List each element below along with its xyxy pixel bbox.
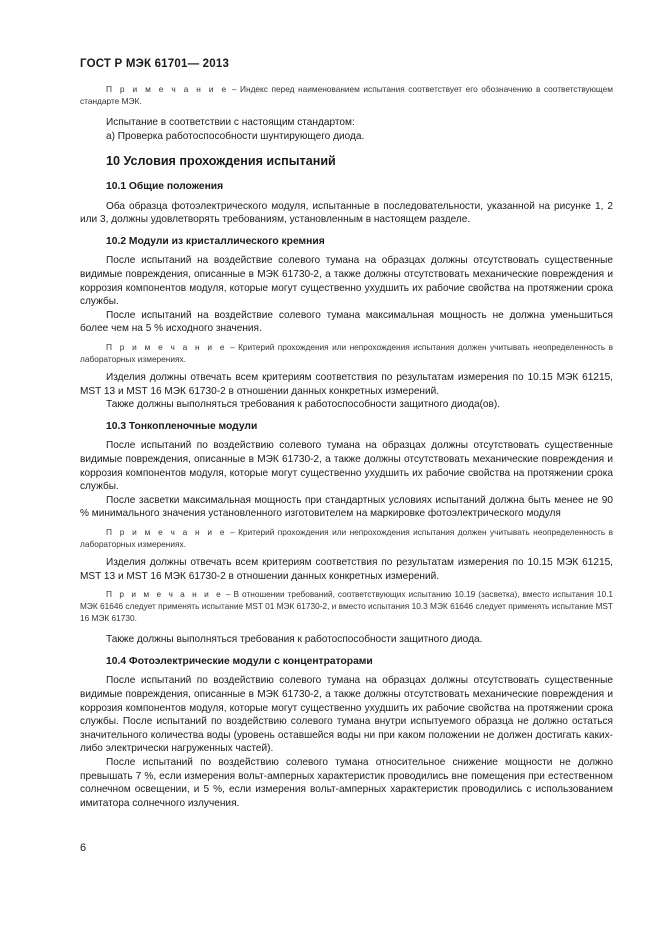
paragraph: a) Проверка работоспособности шунтирующего диода. [106, 130, 365, 142]
paragraph: Испытание в соответствии с настоящим стандартом: [106, 117, 355, 129]
subsection-title: 10.1 Общие положения [106, 180, 224, 192]
standard-header: ГОСТ Р МЭК 61701— 2013 [80, 58, 230, 70]
paragraph: После испытаний на воздействие солевого тумана на образцах должны отсутствовать существенные видимые повреждения, описанные в МЭК 61730-2, а также должны отсутствовать механические повреждения и коррозия компонентов модуля, которые могут существенно ухудшить их рабочие свойства на протяжении срока службы. [80, 255, 613, 308]
note-text: – Индекс перед наименованием испытания соответствует его обозначению в соответствующем стандарте МЭК. [80, 84, 613, 106]
paragraph: После испытаний на воздействие солевого тумана максимальная мощность не должна уменьшиться более чем на 5 % исходного значения. [80, 309, 613, 335]
paragraph: Также должны выполняться требования к работоспособности защитного диода. [106, 634, 483, 646]
paragraph: Изделия должны отвечать всем критериям соответствия по результатам измерения по 10.15 МЭК 61215, MST 13 и MST 16 МЭК 61730-2 в отношении данных конкретных измерений. [80, 557, 613, 582]
paragraph: Изделия должны отвечать всем критериям соответствия по результатам измерения по 10.15 МЭК 61215, MST 13 и MST 16 МЭК 61730-2 в отношении данных конкретных измерений. [80, 372, 613, 397]
paragraph: После испытаний по воздействию солевого тумана относительное снижение мощности не должно превышать 7 %, если измерения вольт-амперных характеристик проводились вне помещения при естественном солнечном освещении, и 5 %, если измерения вольт-амперных характеристик проводились с использованием имитатора солнечного излучения. [80, 756, 613, 809]
note-text: – Критерий прохождения или непрохождения испытания должен учитывать неопределенность в лабораторных измерениях. [80, 527, 613, 549]
note [80, 527, 613, 550]
paragraph: После засветки максимальная мощность при стандартных условиях испытаний должна быть менее не 90 % минимального значения установленного изготовителем на маркировке фотоэлектрического модуля [80, 494, 613, 520]
paragraph: Также должны выполняться требования к работоспособности защитного диода(ов). [106, 399, 501, 411]
note-label: П р и м е ч а н и е [106, 527, 227, 538]
subsection-title: 10.4 Фотоэлектрические модули с концентраторами [106, 655, 373, 667]
note-text: – Критерий прохождения или непрохождения испытания должен учитывать неопределенность в лабораторных измерениях. [80, 341, 613, 364]
note-label: П р и м е ч а н и е [106, 341, 227, 352]
section-title: 10 Условия прохождения испытаний [106, 154, 336, 169]
subsection-title: 10.3 Тонкопленочные модули [106, 420, 258, 432]
page-number: 6 [80, 842, 87, 854]
paragraph: После испытаний по воздействию солевого тумана на образцах должны отсутствовать существенные видимые повреждения, описанные в МЭК 61730-2, а также должны отсутствовать механические повреждения и коррозия компонентов модуля, которые могут существенно ухудшить их рабочие свойства на протяжении срока службы. После испытаний по воздействию солевого тумана внутри испытуемого образца не должно остаться значительного количества воды (уровень оставшейся воды ни при каком положении не должен достигать каких-либо электрически нагруженных частей). [80, 675, 613, 755]
note-label: П р и м е ч а н и е [106, 84, 229, 94]
note-text: – В отношении требований, соответствующих испытанию 10.19 (засветка), вместо испытания 10.1 МЭК 61646 следует применять испытание MST 01 МЭК 61730-2, и вместо испытания 10.3 МЭК 61646 следует применять испытание MST 16 МЭК 61730. [80, 589, 613, 623]
paragraph: Оба образца фотоэлектрического модуля, испытанные в последовательности, указанной на рисунке 1, 2 или 3, должны удовлетворять требованиям, установленным в настоящем разделе. [80, 200, 613, 226]
subsection-title: 10.2 Модули из кристаллического кремния [106, 235, 325, 247]
note [80, 342, 613, 365]
note-intro [80, 84, 613, 107]
page-content [80, 84, 613, 810]
paragraph: После испытаний по воздействию солевого тумана на образцах должны отсутствовать существенные видимые повреждения, описанные в МЭК 61730-2, а также должны отсутствовать механические повреждения и коррозия компонентов модуля, которые могут существенно ухудшить их рабочие свойства на протяжении срока службы. [80, 440, 613, 493]
note [80, 589, 613, 624]
note-label: П р и м е ч а н и е [106, 589, 223, 600]
